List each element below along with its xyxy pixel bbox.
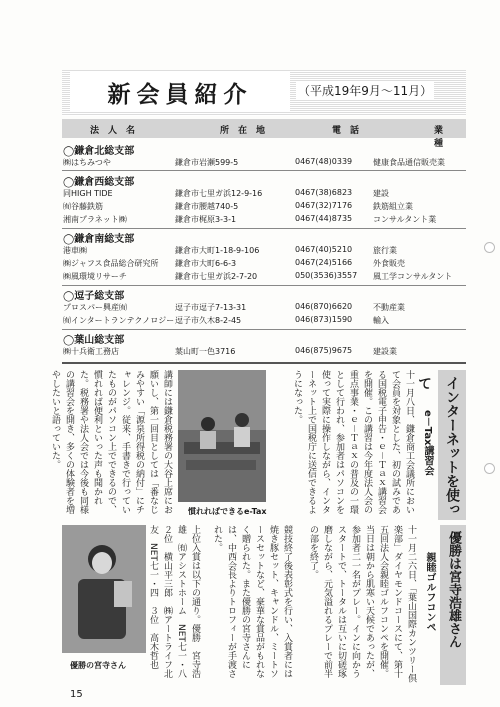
member-phone: 046(873)1590: [295, 315, 353, 324]
member-name: 港車㈱: [63, 246, 87, 255]
member-business: 健康食品通信販売業: [373, 158, 445, 167]
header-business: 業 種: [434, 126, 462, 149]
table-row: [63, 156, 467, 170]
member-business: 鉄筋組立業: [373, 202, 413, 211]
table-row: [63, 187, 467, 201]
member-business: 建設業: [373, 347, 397, 356]
winner-photo: [62, 525, 146, 653]
photo-caption: 慣れればできるe-Tax: [188, 507, 267, 516]
member-address: 鎌倉市岩瀬599-5: [175, 158, 239, 167]
member-phone: 046(875)9675: [295, 346, 353, 355]
member-phone: 046(870)6620: [295, 302, 353, 311]
member-business: 外食販売: [373, 259, 405, 268]
member-business: 建設: [373, 189, 389, 198]
binder-hole: [484, 463, 495, 474]
divider: [62, 285, 466, 286]
member-phone: 0467(24)5166: [295, 258, 353, 267]
member-address: 鎌倉市七里ガ浜12-9-16: [175, 189, 263, 198]
table-row: [63, 270, 467, 284]
member-name: ㈲谷藤鉄筋: [63, 202, 103, 211]
divider: [62, 362, 466, 364]
table-row: [63, 301, 467, 315]
header-name: 法 人 名: [90, 126, 136, 136]
member-address: 鎌倉市七里ガ浜2-7-20: [175, 272, 258, 281]
period-label: （平成19年9月〜11月）: [298, 84, 433, 98]
table-header: [62, 119, 466, 149]
member-name: ㈱はちみつや: [63, 158, 111, 167]
photo-caption: 優勝の宮寺さん: [70, 661, 126, 670]
article-subtitle: 親睦ゴルフコンペ: [424, 552, 435, 632]
table-row: [63, 314, 467, 328]
table-row: [63, 200, 467, 214]
branch-title: ◯鎌倉南総支部: [63, 234, 135, 245]
member-name: 湘南プラネット㈱: [63, 215, 127, 224]
article-body: 競技終了後表彰式を行い、入賞者には焼き豚セット、キャンドル、ミートソースセットなど、豪華な賞品がもれなく贈られた。また優勝の宮寺さんには、中西会長よりトロフィーが手渡された。: [212, 525, 292, 678]
member-phone: 0467(44)8735: [295, 214, 353, 223]
member-name: ㈱十兵衛工務店: [63, 347, 119, 356]
member-business: 輸入: [373, 316, 389, 325]
member-address: 逗子市久木8-2-45: [175, 316, 242, 325]
member-address: 鎌倉市梶原3-3-1: [175, 215, 237, 224]
member-phone: 050(3536)3557: [295, 271, 358, 280]
member-address: 鎌倉市大町1-18-9-106: [175, 246, 260, 255]
member-phone: 0467(40)5210: [295, 245, 353, 254]
branch-title: ◯逗子総支部: [63, 291, 125, 302]
page-title: 新会員紹介: [107, 81, 253, 108]
table-row: [63, 213, 467, 227]
divider: [62, 228, 466, 229]
member-phone: 0467(38)6823: [295, 188, 353, 197]
member-business: コンサルタント業: [373, 215, 437, 224]
article-body: 講師には鎌倉税務署の大谷上席にお願いし、第一回目としては「番なじみやすい「源泉所得税の納付」にチャレンジ。従来、手書きで行っていたものがパソコン上でできるので、慣れれば便利といった声も聞かれた。税務署や法人会では今後も同様の講習会を開き、多くの体験者を増やしたいと語っていた。: [50, 370, 172, 514]
member-business: 不動産業: [373, 303, 405, 312]
member-name: 同HIGH TIDE: [63, 189, 113, 198]
member-name: ㈲インタートランテクノロジー: [63, 316, 175, 325]
branch-title: ◯葉山総支部: [63, 335, 125, 346]
article-title: インターネットを使って: [438, 370, 466, 520]
table-row: [63, 244, 467, 258]
table-row: [63, 257, 467, 271]
results-list: 上位入賞は以下の通り。優勝 宮寺浩雄 ㈲アシストホーム NET七一・八 ２位 横山平三郎 ㈱アートライフ北友 NET七一・四 ３位 高木哲也: [148, 525, 200, 678]
branch-title: ◯鎌倉西総支部: [63, 177, 135, 188]
member-business: 旅行業: [373, 246, 397, 255]
member-name: ㈱ジャフス食品総合研究所: [63, 259, 159, 268]
member-name: ㈱風環境リサーチ: [63, 272, 127, 281]
page-number: 15: [70, 689, 83, 700]
member-address: 鎌倉市大町6-6-3: [175, 259, 237, 268]
article-body: 十一月二六日、「葉山国際カンツリー倶楽部」ダイヤモンドコースにて、第十五回法人会親睦ゴルフコンペを開催。当日は朝から肌寒い天候であったが、参加者二一名がプレー。インに向かうスタートで、トータルは互いに切磋琢磨しながら、元気溢れるプレーで前半の部を終了。: [308, 525, 416, 683]
title-box: [70, 72, 290, 112]
member-address: 葉山町一色3716: [175, 347, 236, 356]
article-title: 優勝は宮寺浩雄さん: [440, 525, 466, 685]
branch-title: ◯鎌倉北総支部: [63, 146, 135, 157]
divider: [62, 329, 466, 330]
member-address: 鎌倉市腰越740-5: [175, 202, 239, 211]
header-phone: 電 話: [332, 126, 360, 136]
divider: [62, 170, 466, 171]
article-subtitle: e－Tax講習会: [422, 410, 433, 476]
article-body: 十一月八日、鎌倉商工会議所において会員を対象とした、初の試みである国税電子申告・ｅ－Ｔａｘ講習会を開催。この講習は今年度法人会の重点事業・ｅ－Ｔａｘの普及の一環として行われ、参加者はパソコンを使って実際に操作しながら、インターネット上で国税庁に送信できるようになった。: [292, 370, 414, 515]
article-photo: [178, 370, 266, 502]
binder-hole: [484, 242, 495, 253]
member-address: 逗子市逗子7-13-31: [175, 303, 247, 312]
table-row: [63, 345, 467, 359]
member-business: 風工学コンサルタント: [373, 272, 453, 281]
member-phone: 0467(48)0339: [295, 157, 353, 166]
member-phone: 0467(32)7176: [295, 201, 353, 210]
header-address: 所 在 地: [220, 126, 266, 136]
member-name: プロスパー興産㈲: [63, 303, 127, 312]
